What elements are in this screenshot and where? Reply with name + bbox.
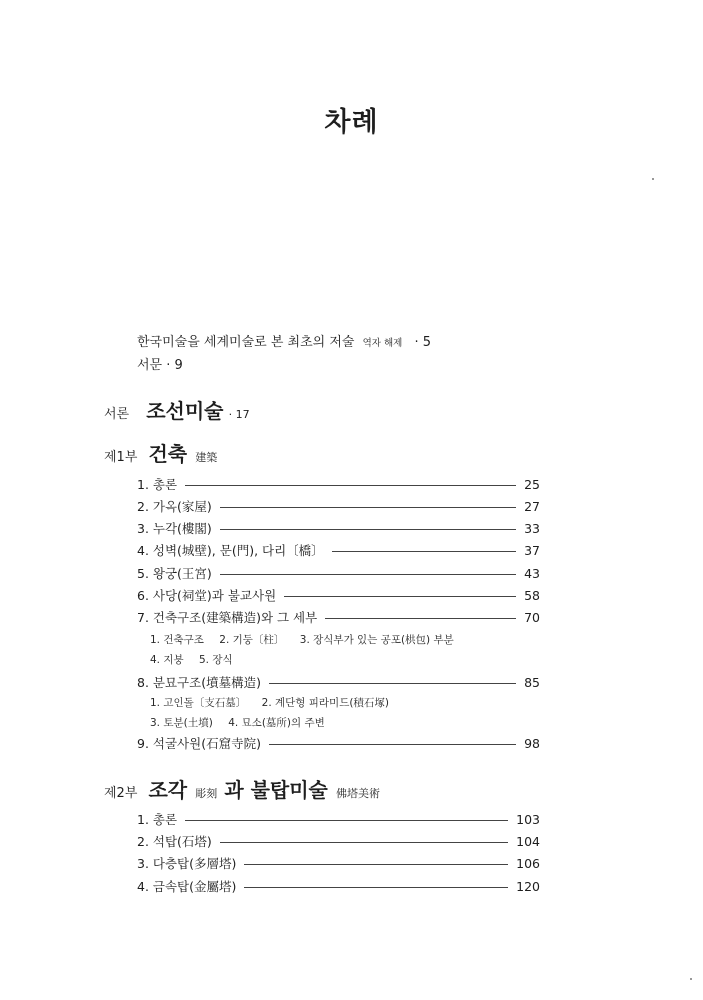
toc-entry-label: 6. 사당(祠堂)과 불교사원: [137, 588, 277, 603]
toc-entry: [137, 810, 540, 828]
toc-entry: [137, 475, 540, 493]
toc-entry-page: 33: [524, 520, 540, 536]
toc-leader-line: [220, 529, 516, 530]
toc-entry-label: 2. 석탑(石塔): [137, 834, 212, 849]
toc-subentry: 2. 계단형 피라미드(積石塚): [261, 697, 390, 709]
toc-entry: [137, 541, 540, 559]
toc-subentry: 3. 장식부가 있는 공포(栱包) 부분: [299, 634, 454, 646]
part1-heading: [104, 438, 217, 467]
toc-subentry: 4. 지붕: [150, 654, 184, 666]
toc-entry-page: 37: [524, 542, 540, 558]
toc-entry-label: 1. 총론: [137, 477, 178, 492]
part2-hanja-b: 佛塔美術: [335, 787, 380, 800]
part1-label: 제1부: [104, 450, 138, 465]
toc-subentry: 4. 묘소(墓所)의 주변: [228, 717, 325, 729]
paper-speck: [690, 978, 692, 980]
toc-leader-line: [185, 485, 516, 486]
toc-entry-page: 58: [524, 587, 540, 603]
toc-entry-page: 120: [516, 878, 540, 894]
toc-entry-page: 43: [524, 565, 540, 581]
intro-line-preface: 서문 · 9: [137, 358, 183, 373]
toc-entry-label: 4. 금속탑(金屬塔): [137, 879, 237, 894]
toc-entry: [137, 519, 540, 537]
toc-leader-line: [269, 744, 516, 745]
prologue-title: 조선미술: [146, 399, 224, 423]
prologue-heading: [104, 395, 250, 424]
toc-entry: [137, 877, 540, 895]
toc-entry-label: 3. 다층탑(多層塔): [137, 856, 237, 871]
toc-subentries: [150, 632, 466, 647]
toc-entry-label: 9. 석굴사원(石窟寺院): [137, 736, 261, 751]
toc-leader-line: [185, 820, 508, 821]
part2-title-a: 조각: [148, 778, 188, 802]
toc-entry-label: 1. 총론: [137, 812, 178, 827]
toc-entry-page: 27: [524, 498, 540, 514]
intro-commentary-title: 한국미술을 세계미술로 본 최초의 저술: [137, 335, 355, 350]
toc-entry: [137, 854, 540, 872]
toc-entry-page: 85: [524, 674, 540, 690]
toc-entry-label: 4. 성벽(城壁), 문(門), 다리〔橋〕: [137, 543, 324, 558]
toc-entry-page: 25: [524, 476, 540, 492]
toc-entry: [137, 832, 540, 850]
prologue-page: · 17: [228, 408, 250, 421]
intro-commentary-page: · 5: [414, 335, 432, 350]
toc-entry-label: 7. 건축구조(建築構造)와 그 세부: [137, 610, 318, 625]
toc-entry-label: 3. 누각(樓閣): [137, 521, 212, 536]
toc-leader-line: [244, 887, 508, 888]
toc-entry: [137, 564, 540, 582]
toc-subentry: 1. 건축구조: [150, 634, 204, 646]
toc-leader-line: [220, 574, 516, 575]
toc-entry: [137, 734, 540, 752]
toc-entry: [137, 608, 540, 626]
toc-leader-line: [244, 864, 508, 865]
toc-entry-page: 98: [524, 735, 540, 751]
toc-entry-page: 103: [516, 811, 540, 827]
toc-entry-label: 8. 분묘구조(墳墓構造): [137, 675, 261, 690]
part2-label: 제2부: [104, 786, 138, 801]
toc-entry-page: 70: [524, 609, 540, 625]
toc-leader-line: [220, 842, 508, 843]
toc-entry: [137, 673, 540, 691]
toc-subentry: 2. 기둥〔柱〕: [219, 634, 285, 646]
intro-line-commentary: [137, 331, 431, 350]
paper-speck: [652, 178, 654, 180]
toc-subentry: 5. 장식: [199, 654, 233, 666]
toc-entry: [137, 586, 540, 604]
part2-heading: [104, 774, 380, 803]
toc-subentry: 3. 토분(土墳): [150, 717, 213, 729]
intro-commentary-note: 역자 해제: [362, 338, 403, 349]
toc-entry-page: 106: [516, 855, 540, 871]
toc-subentries: [150, 715, 337, 730]
toc-leader-line: [332, 551, 516, 552]
toc-leader-line: [284, 596, 516, 597]
part2-hanja-a: 彫刻: [195, 787, 218, 800]
toc-leader-line: [269, 683, 516, 684]
toc-entry-page: 104: [516, 833, 540, 849]
toc-subentries: [150, 652, 245, 667]
part2-title-b: 과 불탑미술: [224, 778, 328, 802]
part1-hanja: 建築: [195, 451, 218, 464]
toc-subentries: [150, 695, 401, 710]
toc-entry-label: 5. 왕궁(王宮): [137, 566, 212, 581]
toc-entry: [137, 497, 540, 515]
toc-subentry: 1. 고인돌〔支石墓〕: [150, 697, 247, 709]
prologue-label: 서론: [104, 407, 130, 422]
toc-entry-label: 2. 가옥(家屋): [137, 499, 212, 514]
toc-leader-line: [220, 507, 516, 508]
toc-leader-line: [325, 618, 516, 619]
part1-title: 건축: [148, 442, 188, 466]
page-title: 차례: [324, 107, 379, 138]
